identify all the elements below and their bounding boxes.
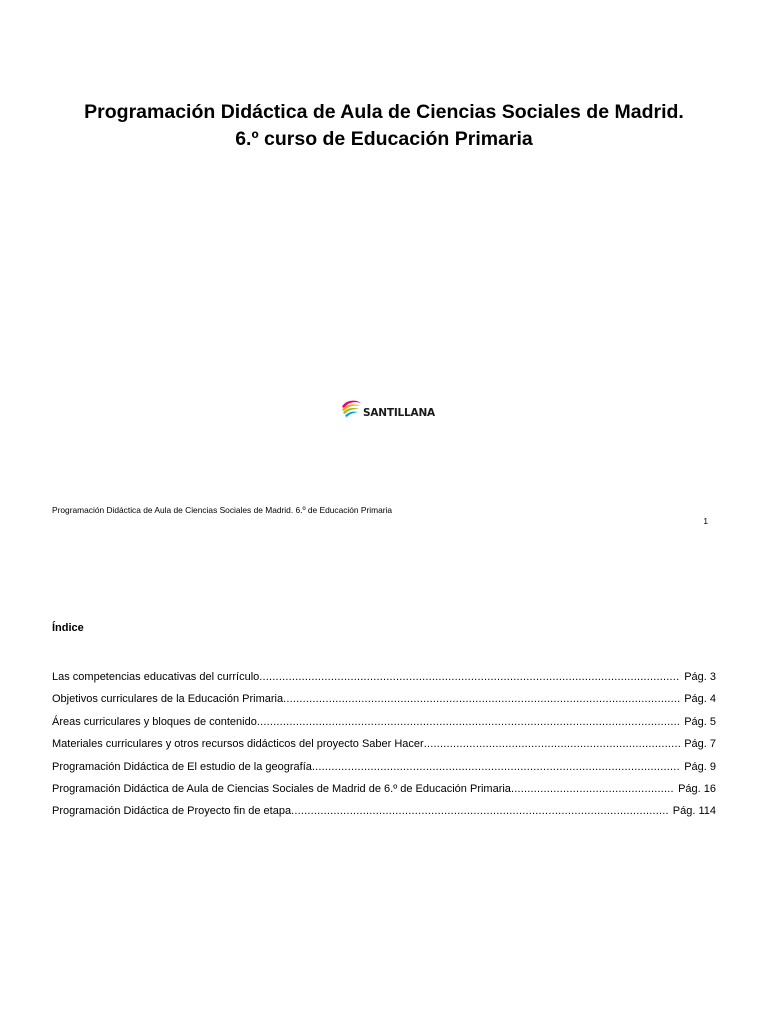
logo-wordmark: SANTILLANA [363,407,435,419]
toc-entry[interactable] [52,691,716,713]
toc-entry-page: Pág. 5 [684,715,716,728]
toc-dot-leader [283,691,680,707]
toc-entry-label: Programación Didáctica de El estudio de la geografía [52,760,312,773]
toc-dot-leader [511,781,674,797]
page-footer-text: Programación Didáctica de Aula de Ciencias Sociales de Madrid. 6.º de Educación Primaria [52,505,393,515]
toc-entry-page: Pág. 4 [684,693,716,706]
toc-entry[interactable] [52,714,716,736]
toc-entry[interactable] [52,781,716,803]
toc-dot-leader [312,759,680,775]
toc-entry[interactable] [52,669,716,691]
toc-entry[interactable] [52,759,716,781]
page-number: 1 [703,516,708,526]
toc-entry-page: Pág. 9 [684,760,716,773]
document-title-line-1: Programación Didáctica de Aula de Ciencias Sociales de Madrid. [84,101,684,123]
toc-entry-label: Las competencias educativas del currículo [52,671,260,683]
toc-entry-label: Programación Didáctica de Proyecto fin de etapa [52,805,292,818]
santillana-logo [340,398,435,422]
index-heading: Índice [52,622,84,634]
toc-entry-label: Programación Didáctica de Aula de Ciencias Sociales de Madrid de 6.º de Educación Primaria [52,782,511,795]
document-title [0,99,768,153]
toc-entry-page: Pág. 3 [684,671,716,683]
toc-entry-page: Pág. 114 [672,805,716,818]
toc-dot-leader [291,803,669,819]
santillana-swirl-icon [340,398,362,422]
toc-entry-page: Pág. 16 [678,782,716,795]
toc-entry-label: Objetivos curriculares de la Educación Primaria [52,693,284,706]
toc-dot-leader [259,669,680,685]
table-of-contents [52,669,716,826]
toc-dot-leader [257,714,680,730]
toc-entry-label: Áreas curriculares y bloques de contenido [52,715,257,728]
toc-entry[interactable] [52,803,716,825]
document-title-line-2: 6.º curso de Educación Primaria [235,128,533,150]
toc-entry[interactable] [52,736,716,758]
toc-dot-leader [424,736,680,752]
toc-entry-label: Materiales curriculares y otros recursos didácticos del proyecto Saber Hacer [52,738,424,751]
toc-entry-page: Pág. 7 [684,738,716,751]
